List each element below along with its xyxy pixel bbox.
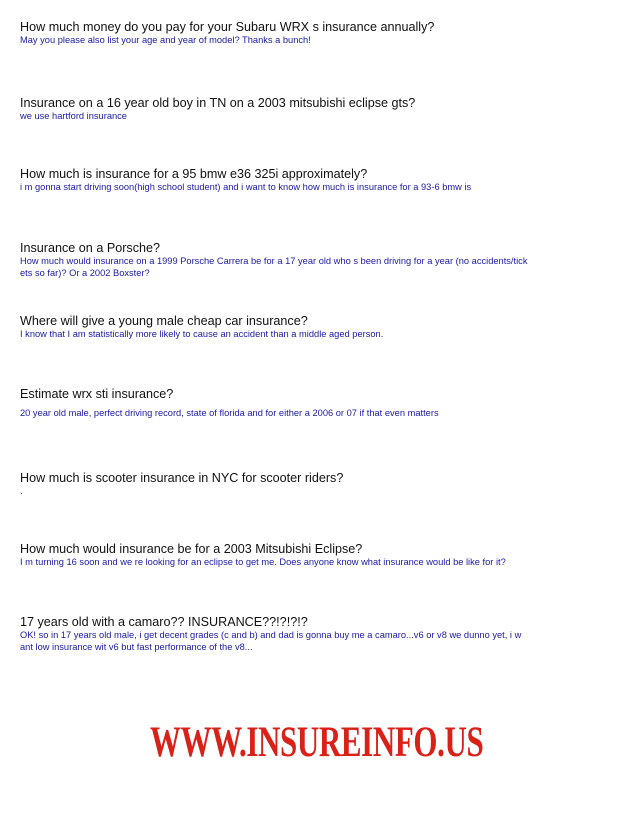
site-logo-text: WWW.INSUREINFO.US bbox=[150, 719, 484, 766]
question-details-line: ant low insurance wit v6 but fast performance of the v8... bbox=[20, 641, 253, 652]
question-title: Insurance on a 16 year old boy in TN on a 2003 mitsubishi eclipse gts? bbox=[20, 96, 416, 110]
question-title: Where will give a young male cheap car insurance? bbox=[20, 314, 308, 328]
question-title: Estimate wrx sti insurance? bbox=[20, 387, 174, 401]
qa-item bbox=[20, 615, 600, 653]
question-details: . bbox=[20, 486, 23, 496]
question-details: 20 year old male, perfect driving record, state of florida and for either a 2006 or 07 if that even matters bbox=[20, 408, 439, 418]
qa-item bbox=[20, 20, 600, 47]
question-title: How much money do you pay for your Subaru WRX s insurance annually? bbox=[20, 20, 435, 34]
question-title: 17 years old with a camaro?? INSURANCE??!?!?!? bbox=[20, 615, 308, 629]
question-title: How much is scooter insurance in NYC for scooter riders? bbox=[20, 471, 344, 485]
qa-item bbox=[20, 471, 600, 498]
question-details: I m turning 16 soon and we re looking for an eclipse to get me. Does anyone know what insurance would be like for it? bbox=[20, 557, 506, 567]
question-details: I know that I am statistically more likely to cause an accident than a middle aged person. bbox=[20, 329, 384, 339]
question-details: May you please also list your age and year of model? Thanks a bunch! bbox=[20, 35, 311, 45]
qa-item bbox=[20, 387, 600, 420]
qa-item bbox=[20, 314, 600, 341]
question-title: How much would insurance be for a 2003 Mitsubishi Eclipse? bbox=[20, 542, 363, 556]
qa-item bbox=[20, 241, 600, 279]
question-details: we use hartford insurance bbox=[20, 111, 127, 121]
question-details: i m gonna start driving soon(high school student) and i want to know how much is insurance for a 93-6 bmw is bbox=[20, 182, 472, 192]
qa-item bbox=[20, 167, 600, 194]
qa-item bbox=[20, 542, 600, 569]
question-details-line: How much would insurance on a 1999 Porsche Carrera be for a 17 year old who s been driving for a year (no accidents/tick bbox=[20, 256, 528, 266]
question-details-line: OK! so in 17 years old male, i get decent grades (c and b) and dad is gonna buy me a camaro...v6 or v8 we dunno yet, i w bbox=[20, 630, 522, 640]
question-details-line: ets so far)? Or a 2002 Boxster? bbox=[20, 267, 150, 278]
question-title: Insurance on a Porsche? bbox=[20, 241, 161, 255]
question-title: How much is insurance for a 95 bmw e36 325i approximately? bbox=[20, 167, 368, 181]
qa-item bbox=[20, 96, 600, 123]
